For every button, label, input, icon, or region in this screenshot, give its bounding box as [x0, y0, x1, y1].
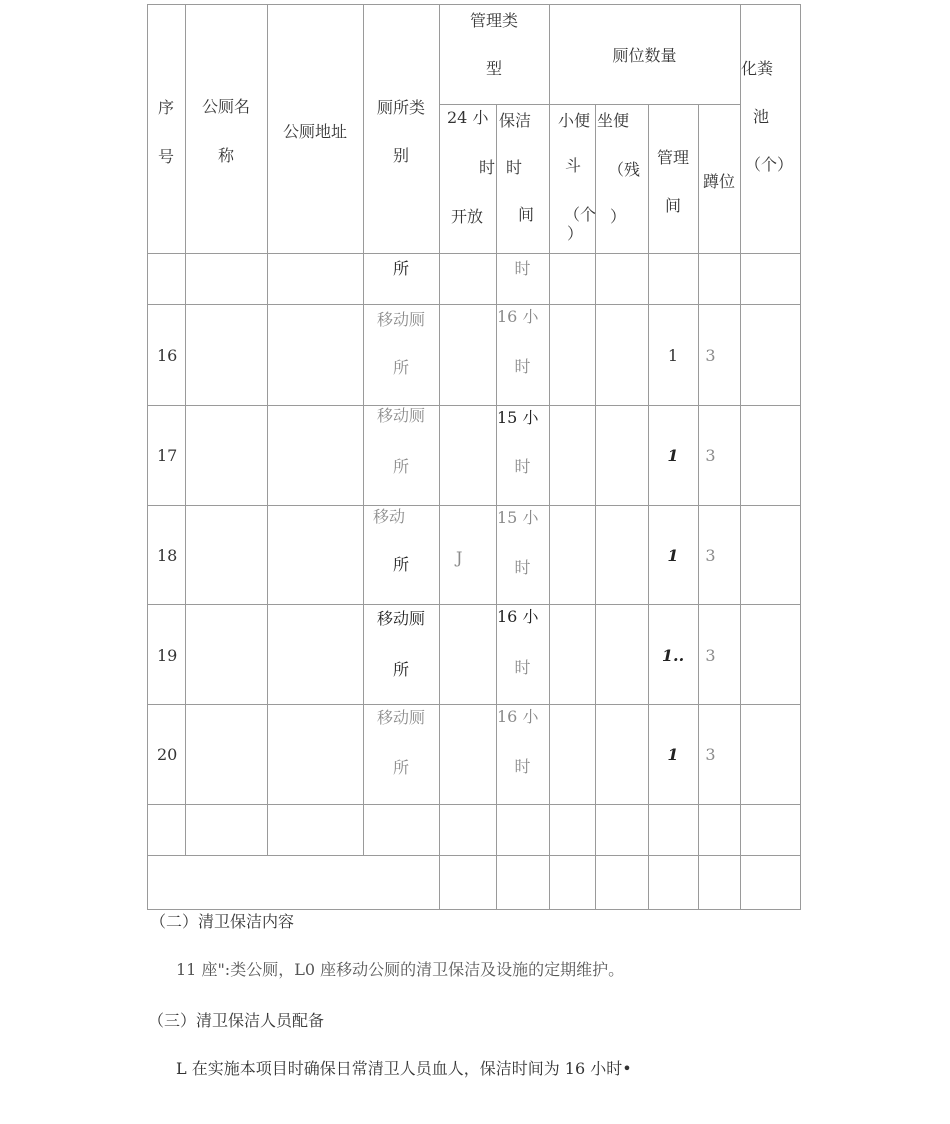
cell-squat: 3 — [705, 646, 716, 665]
cell-clean-time: 时 — [514, 558, 531, 577]
header-clean-time: 时 — [506, 158, 523, 177]
table-rule — [439, 4, 440, 910]
cell-clean-time: 时 — [514, 357, 531, 376]
table-rule — [147, 604, 801, 605]
table-rule — [800, 4, 801, 910]
header-address: 公厕地址 — [282, 122, 347, 141]
cell-category: 移动厕 — [376, 406, 425, 425]
table-rule — [698, 104, 699, 910]
table-rule — [147, 4, 801, 5]
table-rule — [147, 304, 801, 305]
cell-clean-time: 16 小 — [497, 307, 539, 326]
cell-category: 所 — [392, 660, 409, 679]
cell-seq: 16 — [157, 346, 178, 365]
header-stall-count: 厕位数量 — [612, 46, 677, 65]
cell-mgmt-room: 1.. — [661, 646, 685, 665]
section-2-title: （二）清卫保洁内容 — [150, 912, 295, 931]
table-rule — [740, 4, 741, 910]
cell-mgmt-room: 1 — [667, 346, 679, 365]
cell-seq: 17 — [157, 446, 178, 465]
cell-squat: 3 — [705, 346, 716, 365]
header-seq: 号 — [157, 147, 174, 166]
header-mgmt-room: 管理 — [656, 148, 689, 167]
header-seq: 序 — [157, 98, 174, 117]
cell-clean-time: 16 小 — [497, 707, 539, 726]
cell-clean-time: 时 — [514, 658, 531, 677]
header-clean-time: 间 — [518, 205, 535, 224]
header-urinal: 小便 — [558, 111, 591, 130]
cell-clean-time: 16 小 — [497, 607, 539, 626]
header-squat: 蹲位 — [702, 172, 735, 191]
table-rule — [147, 4, 148, 910]
section-2-text: 11 座":类公厕，L0 座移动公厕的清卫保洁及设施的定期维护。 — [176, 960, 625, 979]
header-seat: （残 — [608, 160, 641, 179]
cell-squat: 3 — [705, 546, 716, 565]
cell-category: 所 — [392, 555, 409, 574]
cell-mgmt-room: 1 — [667, 745, 679, 764]
header-urinal: ） — [567, 224, 584, 243]
header-name: 公厕名 — [201, 97, 250, 116]
cell-mgmt-room: 1 — [667, 446, 679, 465]
cell-seq: 19 — [157, 646, 178, 665]
cell-category: 移动厕 — [376, 708, 425, 727]
cell-category: 所 — [392, 457, 409, 476]
cell-category: 移动 — [373, 507, 406, 526]
header-seat: 坐便 — [597, 111, 630, 130]
header-category: 别 — [392, 146, 409, 165]
toilet-table — [147, 4, 801, 910]
cell-seq: 18 — [157, 546, 178, 565]
section-3-text: L 在实施本项目时确保日常清卫人员血人，保洁时间为 16 小时• — [176, 1059, 632, 1078]
header-mgmt-type: 型 — [485, 59, 502, 78]
cell-clean-time: 时 — [514, 757, 531, 776]
section-3-title: （三）清卫保洁人员配备 — [148, 1011, 325, 1030]
cell-seq: 20 — [157, 745, 178, 764]
cell-open24: J — [456, 548, 463, 567]
cell-category: 移动厕 — [376, 310, 425, 329]
table-rule — [185, 4, 186, 855]
cell-clean-time: 15 小 — [497, 508, 539, 527]
table-rule — [147, 804, 801, 805]
table-rule — [147, 704, 801, 705]
header-open24: 时 — [479, 158, 496, 177]
header-urinal: 斗 — [565, 156, 582, 175]
header-open24: 开放 — [451, 207, 484, 226]
header-septic: 化粪 — [741, 59, 774, 78]
header-septic: 池 — [753, 107, 770, 126]
table-rule — [147, 405, 801, 406]
cell-mgmt-room: 1 — [667, 546, 679, 565]
table-rule — [439, 104, 741, 105]
cell-clean-time: 时 — [514, 457, 531, 476]
table-rule — [549, 4, 550, 910]
cell-clean-time: 15 小 — [497, 408, 539, 427]
cell-squat: 3 — [705, 446, 716, 465]
header-name: 称 — [217, 146, 234, 165]
header-septic: （个） — [745, 155, 794, 174]
table-rule — [648, 104, 649, 910]
header-mgmt-room: 间 — [664, 196, 681, 215]
header-clean-time: 保洁 — [499, 111, 532, 130]
table-rule — [147, 253, 801, 254]
cell-category: 移动厕 — [376, 609, 425, 628]
cell-category: 所 — [392, 358, 409, 377]
table-rule — [147, 505, 801, 506]
header-open24: 24 小 — [447, 108, 489, 127]
table-rule — [147, 855, 801, 856]
header-mgmt-type: 管理类 — [469, 11, 518, 30]
cell-category: 所 — [392, 758, 409, 777]
table-rule — [496, 104, 497, 910]
header-category: 厕所类 — [376, 98, 425, 117]
header-seat: ） — [610, 207, 627, 226]
header-urinal: （个 — [564, 205, 597, 224]
carry-clean-time: 时 — [514, 259, 531, 278]
carry-category: 所 — [392, 259, 409, 278]
cell-squat: 3 — [705, 745, 716, 764]
table-rule — [147, 909, 801, 910]
